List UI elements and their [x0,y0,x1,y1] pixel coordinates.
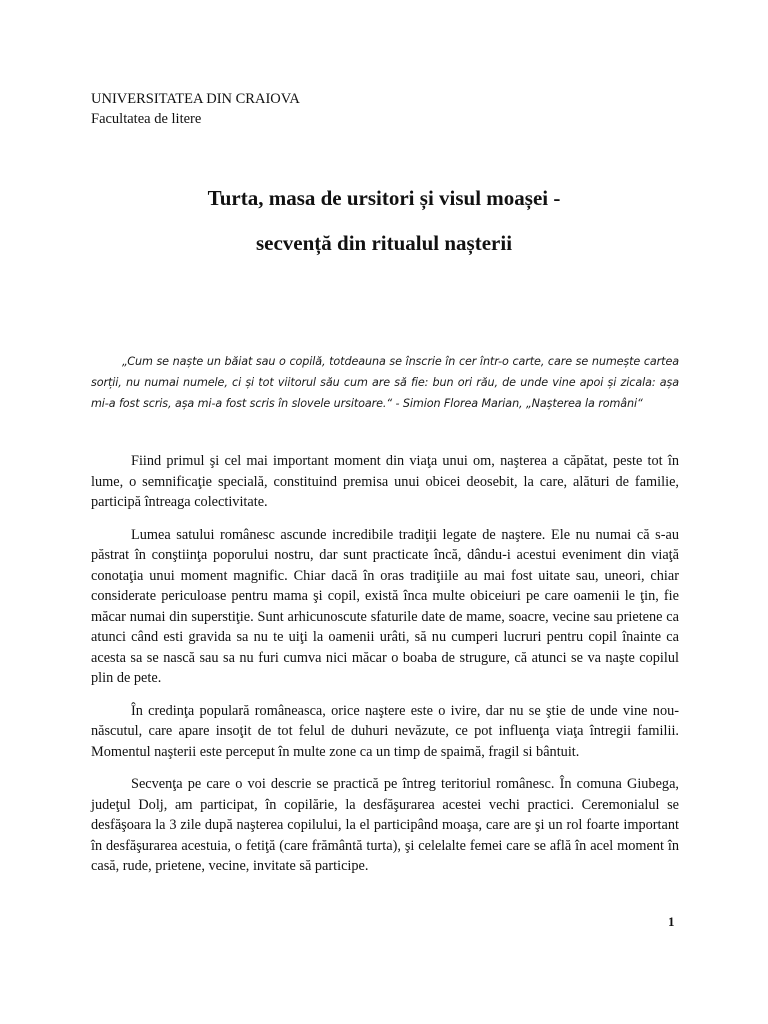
page-number: 1 [668,914,675,929]
document-header [91,89,300,129]
faculty-name: Facultatea de litere [91,111,202,127]
title-line-2: secvență din ritualul nașterii [255,231,513,255]
paragraph-1: Fiind primul şi cel mai important moment din viaţa unui om, naşterea a căpătat, peste tot în lume, o semnificaţie specială, constituind premisa unui obicei deosebit, la care, alături de familie, participă întreaga colectivitate. [91,453,679,510]
epigraph-quote: „Cum se naște un băiat sau o copilă, totdeauna se înscrie în cer într-o carte, care se numește cartea sorții, nu numai numele, ci și tot viitorul său cum are să fie: bun ori rău, de unde vine apoi și zicala: așa mi-a fost scris, așa mi-a fost scris în slovele ursitoare.“ - Simion Florea Marian, „Nașterea la români“ [91,355,679,410]
title-line-1: Turta, masa de ursitori și visul moașei - [207,186,561,210]
paragraph-3: În credinţa populară româneasca, orice naştere este o ivire, dar nu se ştie de unde vine nou-născutul, care apare insoţit de tot felul de duhuri nevăzute, ce pot influenţa viaţa întregii familii. Momentul naşterii este perceput în multe zone ca un timp de spaimă, fragil si bântuit. [91,702,679,760]
university-name: UNIVERSITATEA DIN CRAIOVA [91,91,300,107]
body-text [91,451,679,889]
paragraph-4: Secvenţa pe care o voi descrie se practică pe întreg teritoriul românesc. În comuna Giubega, judeţul Dolj, am participat, în copilărie, la desfăşurarea acestei vechi practici. Ceremonialul se desfăşoara la 3 zile după naşterea copilului, la el participând moaşa, care are şi un rol foarte important în desfăşurarea acestuia, o fetiţă (care frământă turta), şi celelalte femei care se află în acel moment în casă, rude, prietene, vecine, invitate să participe. [91,776,679,874]
paragraph-2: Lumea satului românesc ascunde incredibile tradiţii legate de naştere. Ele nu numai că s-au păstrat în conştiinţa poporului nostru, dar sunt practicate încă, dându-i acestui eveniment din viaţă conotaţia unui moment magnific. Chiar dacă în oras tradiţiile au mai fost uitate sau, uneori, chiar considerate periculoase pentru mama şi copil, există înca multe obiceiuri pe care oamenii le ţin, fie măcar numai din superstiţie. Sunt arhicunoscute sfaturile date de mame, soacre, vecine sau prietene ca atunci când esti gravida sa nu te uiţi la oamenii urâti, să nu cumperi lucruri pentru copil înainte ca acesta sa se nască sau sa nu furi cumva nici măcar o boaba de strugure, că atunci se va naşte copilul plin de pete. [91,526,679,686]
